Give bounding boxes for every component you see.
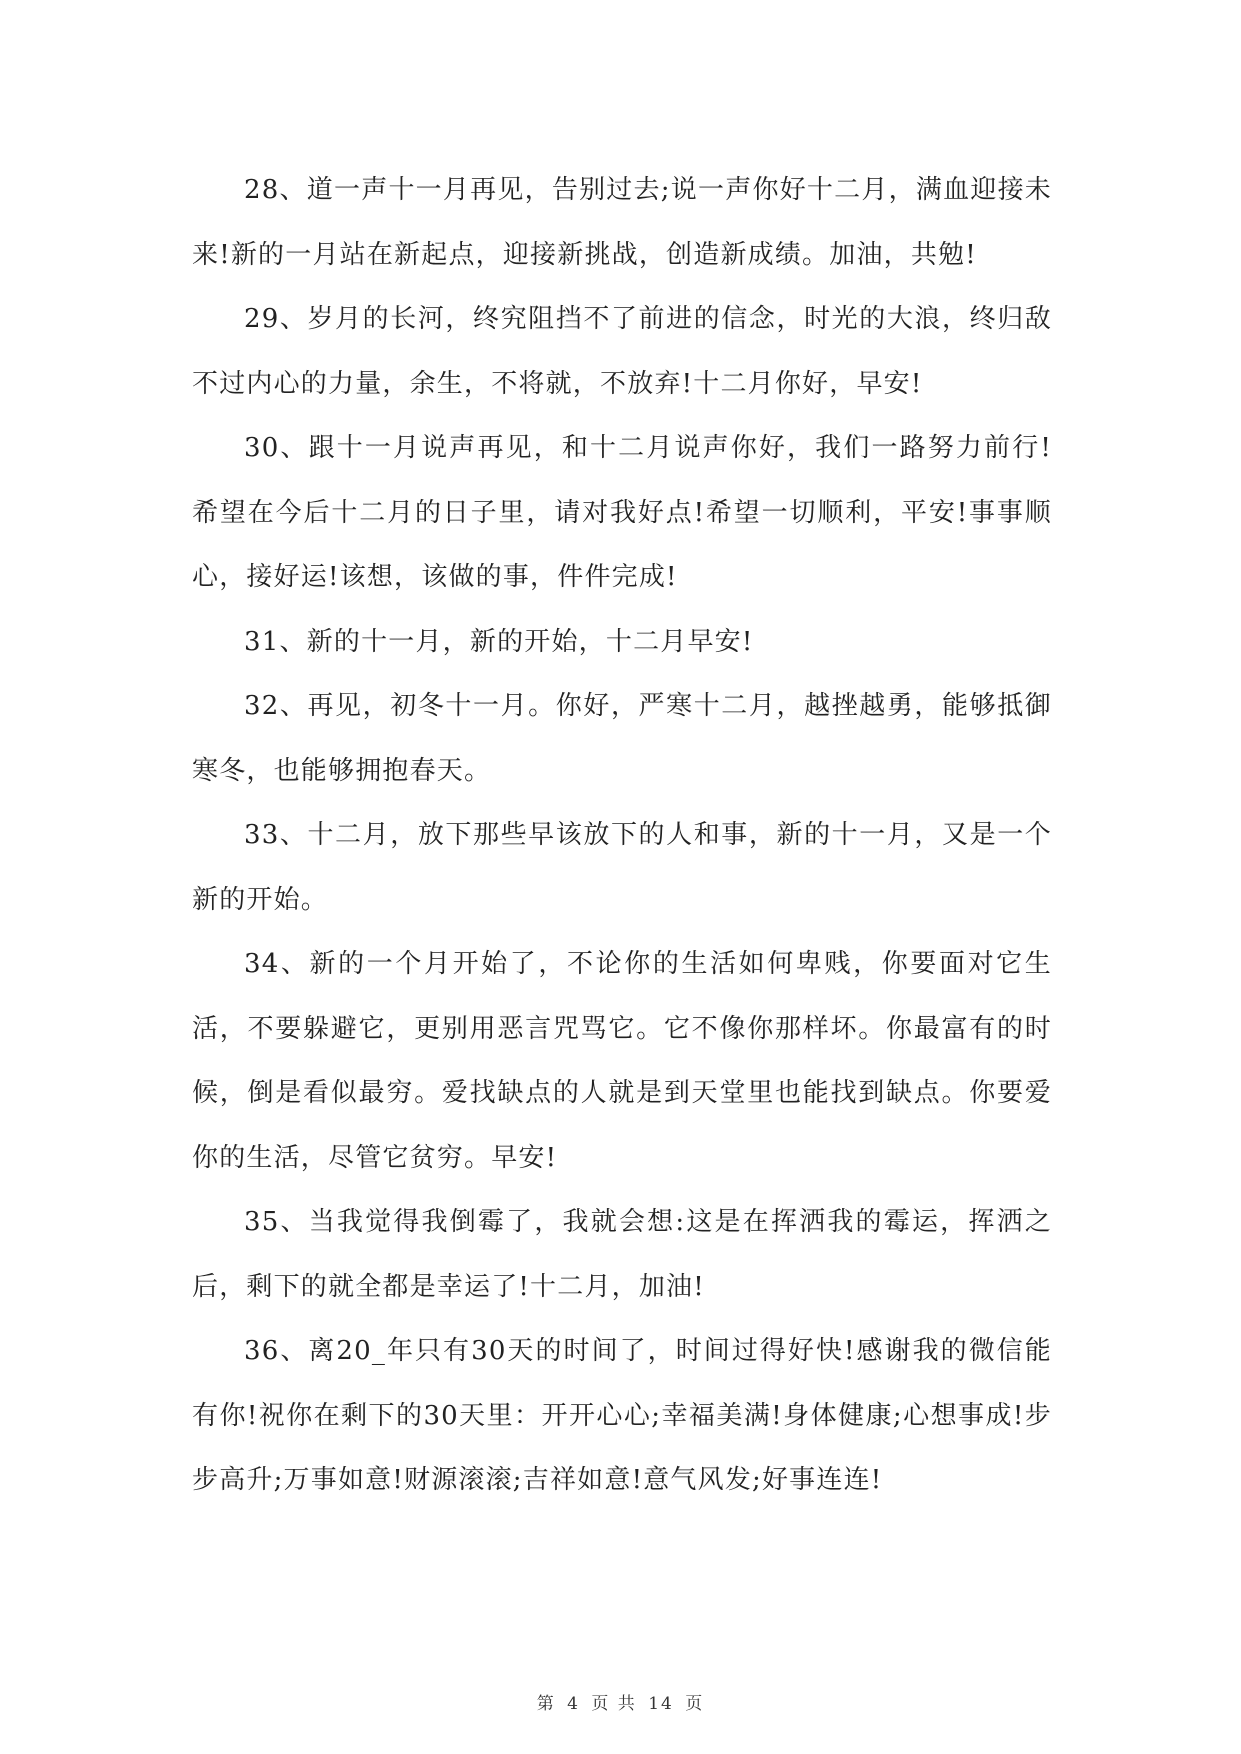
paragraph-33: 33、十二月，放下那些早该放下的人和事，新的十一月，又是一个新的开始。 <box>192 820 1052 915</box>
document-body <box>192 158 1052 1513</box>
footer-suffix: 页 <box>685 1694 705 1714</box>
footer-prefix: 第 <box>536 1694 556 1714</box>
paragraph-36: 36、离20_年只有30天的时间了，时间过得好快!感谢我的微信能有你!祝你在剩下的30天里：开开心心;幸福美满!身体健康;心想事成!步步高升;万事如意!财源滚滚;吉祥如意!意气风发;好事连连! <box>192 1336 1052 1495</box>
footer-current-page: 4 <box>567 1694 580 1714</box>
footer-total-pages: 14 <box>648 1694 674 1714</box>
paragraph-29: 29、岁月的长河，终究阻挡不了前进的信念，时光的大浪，终归敌不过内心的力量，余生，不将就，不放弃!十二月你好，早安! <box>192 304 1052 399</box>
page-footer <box>0 1689 1241 1714</box>
paragraph-28: 28、道一声十一月再见，告别过去;说一声你好十二月，满血迎接未来!新的一月站在新起点，迎接新挑战，创造新成绩。加油，共勉! <box>192 175 1052 270</box>
paragraph-35: 35、当我觉得我倒霉了，我就会想:这是在挥洒我的霉运，挥洒之后，剩下的就全都是幸运了!十二月，加油! <box>192 1207 1052 1302</box>
paragraph-31: 31、新的十一月，新的开始，十二月早安! <box>244 626 754 657</box>
paragraph-32: 32、再见，初冬十一月。你好，严寒十二月，越挫越勇，能够抵御寒冬，也能够拥抱春天。 <box>192 691 1052 786</box>
footer-middle: 页 共 <box>591 1694 637 1714</box>
paragraph-30: 30、跟十一月说声再见，和十二月说声你好，我们一路努力前行!希望在今后十二月的日子里，请对我好点!希望一切顺利，平安!事事顺心，接好运!该想，该做的事，件件完成! <box>192 433 1052 592</box>
paragraph-34: 34、新的一个月开始了，不论你的生活如何卑贱，你要面对它生活，不要躲避它，更别用恶言咒骂它。它不像你那样坏。你最富有的时候，倒是看似最穷。爱找缺点的人就是到天堂里也能找到缺点。你要爱你的生活，尽管它贫穷。早安! <box>192 949 1052 1173</box>
